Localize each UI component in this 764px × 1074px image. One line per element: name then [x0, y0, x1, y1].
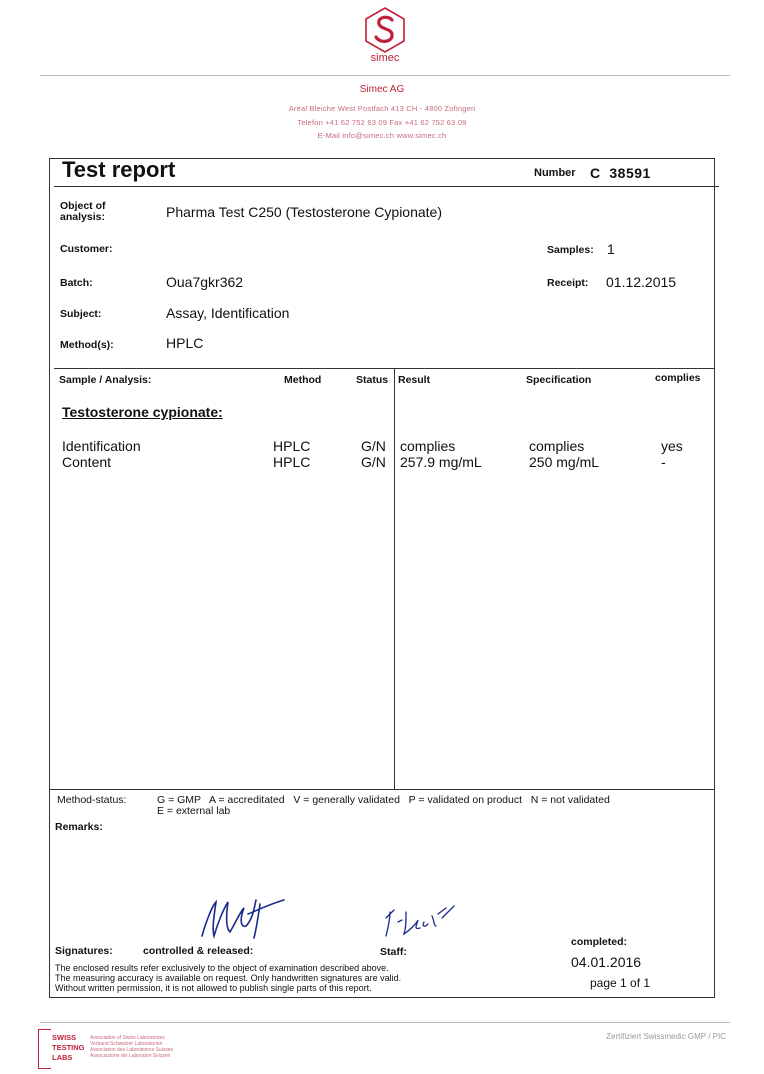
batch-label: Batch: [60, 277, 93, 289]
method-value: HPLC [166, 335, 204, 351]
staff-signature [380, 900, 460, 940]
stl-line: TESTING [52, 1043, 85, 1052]
letterhead-rule [40, 75, 730, 76]
footer-rule [40, 1022, 730, 1023]
row1-result: complies [400, 438, 456, 454]
method-status-label: Method-status: [57, 794, 127, 806]
simec-logo [362, 6, 408, 58]
address-line: Areal Bleiche West Postfach 413 CH - 4800 Zofingen [288, 104, 476, 113]
row2-method: HPLC [273, 454, 311, 470]
completed-label: completed: [571, 936, 628, 948]
samples-value: 1 [607, 241, 615, 257]
number-label: Number [534, 167, 576, 179]
receipt-label: Receipt: [547, 277, 589, 289]
row1-specification: complies [529, 438, 585, 454]
row1-complies: yes [661, 438, 683, 454]
certification-note: Zertifiziert Swissmedic GMP / PIC [606, 1032, 726, 1041]
method-status-legend: G = GMP A = accreditated V = generally validated P = validated on product N = not validated [157, 794, 610, 806]
row2-status: G/N [361, 454, 386, 470]
stl-association: Associazione dei Laboratori Svizzeri [90, 1053, 171, 1059]
object-value: Pharma Test C250 (Testosterone Cypionate) [166, 204, 442, 220]
method-status-legend-external: E = external lab [157, 805, 231, 817]
method-label: Method(s): [60, 339, 114, 351]
stl-line: LABS [52, 1053, 73, 1062]
controller-signature [196, 892, 288, 942]
staff-label: Staff: [380, 946, 407, 958]
disclaimer-line: The measuring accuracy is available on request. Only handwritten signatures are valid. [55, 973, 402, 983]
report-title: Test report [62, 157, 176, 182]
samples-label: Samples: [547, 244, 594, 256]
row2-analysis: Content [62, 454, 112, 470]
row2-result: 257.9 mg/mL [400, 454, 482, 470]
controlled-released-label: controlled & released: [143, 945, 254, 957]
col-header-complies: complies [655, 372, 701, 384]
row2-specification: 250 mg/mL [529, 454, 600, 470]
row2-complies: - [661, 454, 666, 470]
stl-association: Association des Laboratoires Suisses [90, 1047, 174, 1053]
disclaimer-line: Without written permission, it is not allowed to publish single parts of this report. [55, 983, 372, 993]
page-info: page 1 of 1 [590, 976, 651, 990]
swiss-testing-labs-bracket [38, 1029, 51, 1069]
row1-status: G/N [361, 438, 386, 454]
batch-value: Oua7gkr362 [166, 274, 244, 290]
completed-date: 04.01.2016 [571, 954, 642, 970]
object-label: Object of analysis: [60, 200, 106, 223]
logo-wordmark: simec [370, 52, 400, 64]
stl-association: Verband Schweizer Laboratorien [90, 1041, 163, 1047]
stl-association: Association of Swiss Laboratories [90, 1035, 165, 1041]
row1-method: HPLC [273, 438, 311, 454]
row1-analysis: Identification [62, 438, 141, 454]
customer-label: Customer: [60, 243, 113, 255]
table-bottom-rule [49, 789, 715, 790]
col-header-method: Method [284, 374, 322, 386]
phone-line: Telefon +41 62 752 63 09 Fax +41 62 752 63 09 [297, 118, 467, 127]
signatures-label: Signatures: [55, 945, 113, 957]
col-header-status: Status [356, 374, 389, 386]
col-header-specification: Specification [526, 374, 592, 386]
remarks-label: Remarks: [55, 821, 103, 833]
subject-label: Subject: [60, 308, 102, 320]
stl-line: SWISS [52, 1033, 77, 1042]
section-title: Testosterone cypionate: [62, 404, 223, 420]
company-name: Simec AG [359, 84, 405, 95]
disclaimer-line: The enclosed results refer exclusively to the object of examination described above. [55, 963, 389, 973]
report-number: C 38591 [590, 165, 651, 181]
receipt-value: 01.12.2015 [606, 274, 677, 290]
col-header-sample: Sample / Analysis: [59, 374, 152, 386]
table-top-rule [54, 368, 715, 369]
table-divider [394, 368, 395, 790]
email-line: E-Mail info@simec.ch www.simec.ch [317, 131, 447, 140]
col-header-result: Result [398, 374, 431, 386]
subject-value: Assay, Identification [166, 305, 290, 321]
